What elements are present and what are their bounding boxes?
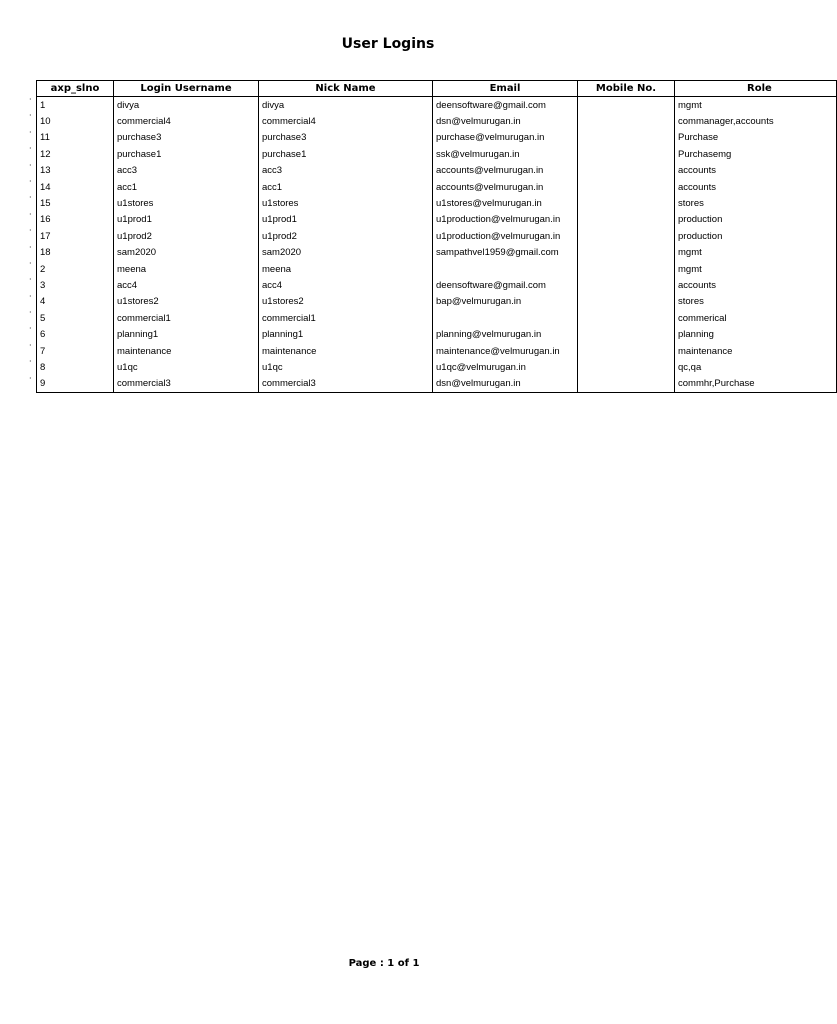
cell-login-username: divya [114, 97, 259, 114]
cell-role: stores [675, 195, 837, 211]
cell-role: commhr,Purchase [675, 376, 837, 393]
cell-login-username: purchase1 [114, 146, 259, 162]
cell-email: u1qc@velmurugan.in [433, 359, 578, 375]
cell-mobile [578, 343, 675, 359]
row-marker-dot: · [29, 308, 32, 318]
cell-nick-name: meena [259, 261, 433, 277]
cell-login-username: acc4 [114, 277, 259, 293]
cell-login-username: commercial1 [114, 310, 259, 326]
row-marker-dot: · [29, 242, 32, 252]
table-row [37, 261, 837, 277]
cell-login-username: planning1 [114, 326, 259, 342]
row-marker-dot: · [29, 111, 32, 121]
cell-slno: 2 [37, 261, 114, 277]
cell-role: accounts [675, 163, 837, 179]
cell-slno: 14 [37, 179, 114, 195]
table-row [37, 294, 837, 310]
cell-login-username: sam2020 [114, 245, 259, 261]
cell-mobile [578, 310, 675, 326]
cell-login-username: u1prod1 [114, 212, 259, 228]
cell-login-username: maintenance [114, 343, 259, 359]
table-row [37, 376, 837, 393]
table-row [37, 245, 837, 261]
cell-role: accounts [675, 179, 837, 195]
cell-mobile [578, 245, 675, 261]
table-header-row [37, 81, 837, 97]
cell-login-username: purchase3 [114, 130, 259, 146]
table-row [37, 146, 837, 162]
cell-login-username: meena [114, 261, 259, 277]
row-marker-dot: · [29, 160, 32, 170]
cell-email [433, 310, 578, 326]
user-logins-table [36, 80, 837, 393]
cell-nick-name: u1stores2 [259, 294, 433, 310]
cell-slno: 16 [37, 212, 114, 228]
cell-login-username: u1stores2 [114, 294, 259, 310]
cell-nick-name: u1stores [259, 195, 433, 211]
row-marker-dot: · [29, 127, 32, 137]
cell-nick-name: acc3 [259, 163, 433, 179]
cell-nick-name: divya [259, 97, 433, 114]
row-marker-dot: · [29, 291, 32, 301]
cell-mobile [578, 130, 675, 146]
cell-slno: 9 [37, 376, 114, 393]
cell-mobile [578, 228, 675, 244]
column-header-slno: axp_slno [37, 81, 114, 97]
cell-role: mgmt [675, 245, 837, 261]
column-header-nick-name: Nick Name [259, 81, 433, 97]
cell-mobile [578, 277, 675, 293]
row-marker-dot: · [29, 193, 32, 203]
cell-email: dsn@velmurugan.in [433, 113, 578, 129]
cell-slno: 17 [37, 228, 114, 244]
cell-mobile [578, 212, 675, 228]
cell-email: purchase@velmurugan.in [433, 130, 578, 146]
cell-slno: 7 [37, 343, 114, 359]
row-marker-dot: · [29, 209, 32, 219]
cell-nick-name: commercial4 [259, 113, 433, 129]
cell-login-username: acc3 [114, 163, 259, 179]
cell-role: stores [675, 294, 837, 310]
cell-email: accounts@velmurugan.in [433, 163, 578, 179]
cell-nick-name: u1prod1 [259, 212, 433, 228]
cell-mobile [578, 146, 675, 162]
table-row [37, 310, 837, 326]
row-markers [29, 96, 33, 391]
cell-nick-name: planning1 [259, 326, 433, 342]
cell-nick-name: u1prod2 [259, 228, 433, 244]
table-row [37, 179, 837, 195]
cell-role: commerical [675, 310, 837, 326]
cell-mobile [578, 376, 675, 393]
cell-mobile [578, 179, 675, 195]
cell-role: production [675, 228, 837, 244]
cell-email: bap@velmurugan.in [433, 294, 578, 310]
cell-email: ssk@velmurugan.in [433, 146, 578, 162]
cell-slno: 1 [37, 97, 114, 114]
cell-slno: 11 [37, 130, 114, 146]
row-marker-dot: · [29, 226, 32, 236]
cell-login-username: u1stores [114, 195, 259, 211]
row-marker-dot: · [29, 95, 32, 104]
table-body [37, 97, 837, 393]
cell-role: accounts [675, 277, 837, 293]
cell-role: mgmt [675, 97, 837, 114]
cell-email [433, 261, 578, 277]
cell-role: Purchase [675, 130, 837, 146]
cell-role: commanager,accounts [675, 113, 837, 129]
cell-nick-name: commercial1 [259, 310, 433, 326]
cell-nick-name: acc4 [259, 277, 433, 293]
cell-slno: 3 [37, 277, 114, 293]
cell-slno: 13 [37, 163, 114, 179]
row-marker-dot: · [29, 357, 32, 367]
cell-email: deensoftware@gmail.com [433, 97, 578, 114]
cell-role: planning [675, 326, 837, 342]
report-title: User Logins [341, 36, 435, 52]
row-marker-dot: · [29, 340, 32, 350]
cell-nick-name: purchase1 [259, 146, 433, 162]
table-row [37, 130, 837, 146]
column-header-role: Role [675, 81, 837, 97]
cell-nick-name: acc1 [259, 179, 433, 195]
cell-email: u1production@velmurugan.in [433, 212, 578, 228]
cell-nick-name: u1qc [259, 359, 433, 375]
cell-role: Purchasemg [675, 146, 837, 162]
row-marker-dot: · [29, 176, 32, 186]
cell-login-username: acc1 [114, 179, 259, 195]
cell-slno: 6 [37, 326, 114, 342]
cell-mobile [578, 163, 675, 179]
column-header-email: Email [433, 81, 578, 97]
cell-slno: 5 [37, 310, 114, 326]
cell-slno: 10 [37, 113, 114, 129]
cell-email: dsn@velmurugan.in [433, 376, 578, 393]
cell-slno: 8 [37, 359, 114, 375]
cell-slno: 4 [37, 294, 114, 310]
cell-mobile [578, 195, 675, 211]
table-row [37, 113, 837, 129]
cell-role: production [675, 212, 837, 228]
cell-nick-name: maintenance [259, 343, 433, 359]
row-marker-dot: · [29, 144, 32, 154]
cell-email: sampathvel1959@gmail.com [433, 245, 578, 261]
cell-mobile [578, 113, 675, 129]
cell-email: maintenance@velmurugan.in [433, 343, 578, 359]
table-row [37, 326, 837, 342]
table-row [37, 195, 837, 211]
row-marker-dot: · [29, 275, 32, 285]
column-header-mobile: Mobile No. [578, 81, 675, 97]
cell-role: mgmt [675, 261, 837, 277]
table-container [36, 80, 774, 393]
cell-nick-name: sam2020 [259, 245, 433, 261]
cell-login-username: commercial3 [114, 376, 259, 393]
cell-mobile [578, 294, 675, 310]
cell-mobile [578, 261, 675, 277]
cell-login-username: u1qc [114, 359, 259, 375]
cell-login-username: commercial4 [114, 113, 259, 129]
cell-email: u1stores@velmurugan.in [433, 195, 578, 211]
cell-slno: 18 [37, 245, 114, 261]
cell-email: deensoftware@gmail.com [433, 277, 578, 293]
cell-mobile [578, 359, 675, 375]
cell-email: accounts@velmurugan.in [433, 179, 578, 195]
cell-email: planning@velmurugan.in [433, 326, 578, 342]
table-row [37, 359, 837, 375]
table-row [37, 277, 837, 293]
table-row [37, 343, 837, 359]
cell-nick-name: purchase3 [259, 130, 433, 146]
cell-slno: 12 [37, 146, 114, 162]
column-header-login-username: Login Username [114, 81, 259, 97]
cell-slno: 15 [37, 195, 114, 211]
page-number: Page : 1 of 1 [348, 958, 420, 969]
table-row [37, 228, 837, 244]
cell-nick-name: commercial3 [259, 376, 433, 393]
cell-role: qc,qa [675, 359, 837, 375]
table-row [37, 212, 837, 228]
row-marker-dot: · [29, 324, 32, 334]
cell-mobile [578, 97, 675, 114]
cell-email: u1production@velmurugan.in [433, 228, 578, 244]
cell-mobile [578, 326, 675, 342]
table-row [37, 163, 837, 179]
table-row [37, 97, 837, 114]
row-marker-dot: · [29, 373, 32, 383]
cell-login-username: u1prod2 [114, 228, 259, 244]
cell-role: maintenance [675, 343, 837, 359]
row-marker-dot: · [29, 258, 32, 268]
